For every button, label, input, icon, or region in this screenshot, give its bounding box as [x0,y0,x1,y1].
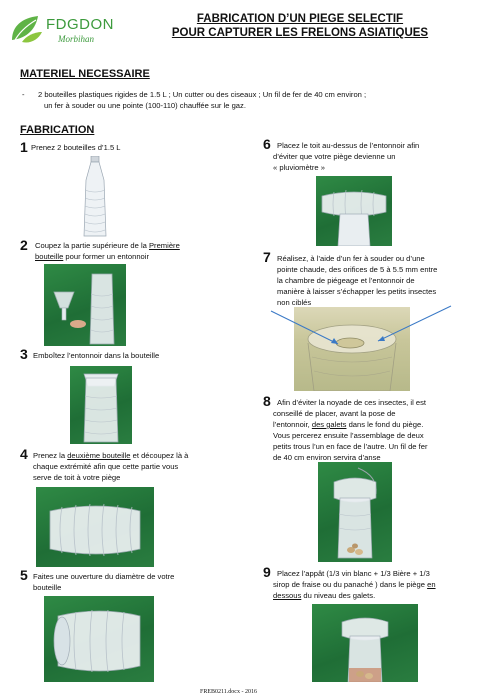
step-9-number: 9 [263,564,271,580]
step-4-line-2: chaque extrémité afin que cette partie vous [33,462,179,471]
step-9-text-underlined-1: en [427,580,436,589]
step-9-line-1: Placez l’appât (1/3 vin blanc + 1/3 Bière + 1/3 [277,569,430,578]
step-5-number: 5 [20,567,28,583]
step-5-line-2: bouteille [33,583,62,592]
step-6-line-1: Placez le toit au-dessus de l’entonnoir afin [277,141,420,150]
logo [8,8,123,50]
step-2-photo [44,264,126,346]
step-9-photo [312,604,418,682]
leaf-logo-icon [8,12,44,46]
step-8-text-pre: l’entonnoir, [273,420,312,429]
footer-filename: FREB0211.docx - 2016 [200,689,257,695]
materiel-heading: MATERIEL NECESSAIRE [20,68,150,80]
step-7-line-1: Réalisez, à l’aide d’un fer à souder ou d’une [277,254,425,263]
step-3-photo [70,366,132,444]
step-7-line-5: non ciblés [277,298,312,307]
step-8-line-6: de 40 cm environ servira d’anse [273,453,381,462]
logo-subtitle: Morbihan [58,34,94,44]
step-2-text-underlined-2: bouteille [35,252,64,261]
step-2-number: 2 [20,237,28,253]
step-8-line-5: petits trous l’un en face de l’autre. Un fil de fer [273,442,428,451]
fabrication-heading: FABRICATION [20,124,95,136]
step-8-photo [318,462,392,562]
step-1-text: Prenez 2 bouteilles d’1.5 L [31,143,121,152]
step-7-line-2: pointe chaude, des orifices de 5 à 5.5 mm entre [277,265,438,274]
step-4-photo [36,487,154,567]
step-2-text-underlined-1: Première [148,241,180,250]
step-9-line-3 [273,591,375,602]
step-9-text-pre: sirop de fraise ou du panaché ) dans le piège [273,580,428,589]
step-8-line-2: conseillé de placer, avant la pose de [273,409,396,418]
step-8-line-1: Afin d’éviter la noyade de ces insectes, il est [277,398,427,407]
step-2-line-1 [35,241,180,252]
step-9-text-underlined-2: dessous [273,591,302,600]
step-1-number: 1 [20,139,28,155]
materiel-line-2: un fer à souder ou une pointe (100-110) chauffée sur le gaz. [44,101,246,110]
bottle-icon [76,156,114,238]
materiel-bullet: - [22,90,25,99]
step-4-number: 4 [20,446,28,462]
step-8-line-4: Vous percerez ensuite l’assemblage de deux [273,431,424,440]
step-1-photo [76,156,114,238]
step-2-text-pre: Coupez la partie supérieure de la [35,241,149,250]
step-6-photo [316,176,392,246]
step-4-line-3: serve de toit à votre piège [33,473,121,482]
step-7-line-4: manière à laisser s’échapper les petits insectes [277,287,437,296]
title-line-1: FABRICATION D’UN PIEGE SELECTIF [196,13,404,25]
step-8-number: 8 [263,393,271,409]
step-8-text-post: dans le fond du piège. [346,420,424,429]
step-4-text-underlined: deuxième bouteille [67,451,131,460]
page-title [120,12,480,40]
step-7-photo [294,307,410,391]
step-2-text-post: pour former un entonnoir [63,252,149,261]
step-5-line-1: Faites une ouverture du diamètre de votre [33,572,175,581]
step-4-line-1 [33,451,188,462]
step-4-text-pre: Prenez la [33,451,68,460]
step-5-photo [44,596,154,682]
step-4-text-post: et découpez là à [130,451,189,460]
step-6-number: 6 [263,136,271,152]
logo-name: FDGDON [46,16,114,33]
materiel-line-1: 2 bouteilles plastiques rigides de 1.5 L ; Un cutter ou des ciseaux ; Un fil de fer de 40 cm environ ; [38,90,367,99]
step-6-line-2: d’éviter que votre piège devienne un [273,152,396,161]
step-6-line-3: « pluviomètre » [273,163,325,172]
step-9-line-2 [273,580,436,591]
step-9-text-post: du niveau des galets. [301,591,376,600]
step-7-line-3: la chambre de piégeage et l’entonnoir de [277,276,415,285]
step-8-line-3 [273,420,423,431]
step-3-number: 3 [20,346,28,362]
title-line-2: POUR CAPTURER LES FRELONS ASIATIQUES [171,27,429,39]
step-3-text: Emboîtez l’entonnoir dans la bouteille [33,351,160,360]
step-7-number: 7 [263,249,271,265]
step-2-line-2 [35,252,149,263]
step-8-text-underlined: des galets [311,420,347,429]
